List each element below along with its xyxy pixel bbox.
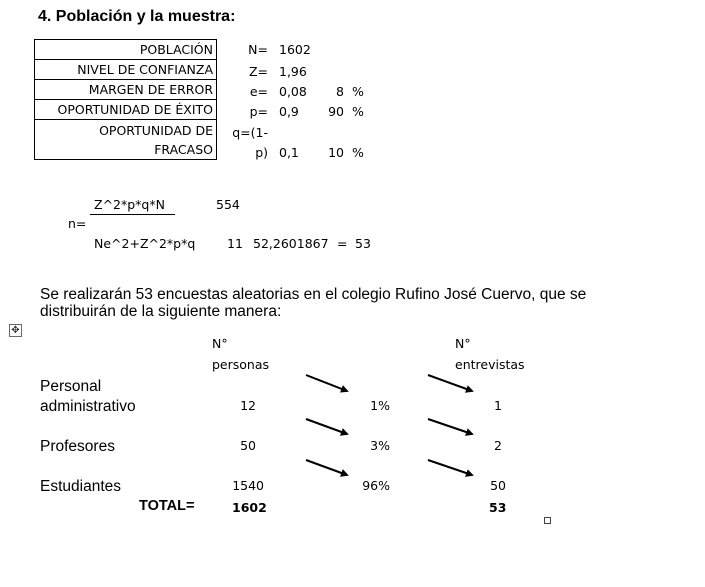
row-label-profesores: Profesores: [40, 438, 115, 455]
param-value-p: 0,9: [279, 104, 299, 119]
param-label-error: MARGEN DE ERROR: [35, 80, 217, 100]
param-symbol-e: e=: [249, 84, 268, 99]
row-label-estudiantes: Estudiantes: [40, 478, 121, 495]
arrow-right-icon: [306, 419, 347, 434]
param-value-z: 1,96: [279, 64, 307, 79]
formula-equals: =: [337, 236, 348, 251]
cell-percent-profesores: 3%: [370, 438, 390, 453]
arrow-right-icon: [428, 460, 472, 475]
param-label-confianza: NIVEL DE CONFIANZA: [35, 60, 217, 80]
param-pct-e: %: [352, 84, 364, 99]
formula-quotient: 52,2601867: [253, 236, 329, 251]
table-resize-handle[interactable]: [544, 517, 551, 524]
cell-percent-estudiantes: 96%: [362, 478, 390, 493]
param-label-fracaso: OPORTUNIDAD DE FRACASO: [35, 120, 217, 160]
param-extra-e: 8: [336, 84, 344, 99]
arrow-right-icon: [428, 375, 472, 391]
param-extra-p: 90: [328, 104, 344, 119]
param-value-n: 1602: [279, 42, 311, 57]
formula-result: 53: [355, 236, 371, 251]
arrow-right-icon: [428, 419, 472, 434]
param-symbol-p: p=: [249, 104, 268, 119]
arrow-right-icon: [306, 375, 347, 391]
param-label-exito: OPORTUNIDAD DE ÉXITO: [35, 100, 217, 120]
param-symbol-z: Z=: [248, 64, 268, 79]
total-personas: 1602: [232, 500, 267, 515]
cell-percent-administrativo: 1%: [370, 398, 390, 413]
formula-denominator: Ne^2+Z^2*p*q: [94, 236, 196, 251]
row-label-personal: Personal: [40, 378, 102, 395]
arrow-right-icon: [306, 460, 347, 475]
param-pct-q: %: [352, 145, 364, 160]
header-entrevistas: entrevistas: [455, 357, 525, 372]
formula-n-label: n=: [68, 216, 87, 231]
header-personas: personas: [212, 357, 270, 372]
cell-personas-profesores: 50: [240, 438, 256, 453]
cell-entrevistas-estudiantes: 50: [490, 478, 506, 493]
param-symbol-n: N=: [248, 42, 268, 57]
distribution-paragraph: Se realizarán 53 encuestas aleatorias en el colegio Rufino José Cuervo, que se distribuirán de la siguiente manera:: [40, 286, 587, 320]
section-heading: 4. Población y la muestra:: [38, 8, 236, 25]
formula-denominator-value: 11: [227, 236, 243, 251]
table-move-handle-icon[interactable]: ✥: [9, 324, 22, 337]
formula-numerator-value: 554: [216, 197, 240, 212]
param-label-poblacion: POBLACIÓN: [35, 40, 217, 60]
total-entrevistas: 53: [489, 500, 507, 515]
param-symbol-q-line2: p): [255, 145, 268, 160]
param-pct-p: %: [352, 104, 364, 119]
cell-entrevistas-administrativo: 1: [494, 398, 502, 413]
param-value-q: 0,1: [279, 145, 299, 160]
cell-entrevistas-profesores: 2: [494, 438, 502, 453]
formula-numerator: Z^2*p*q*N: [94, 197, 165, 212]
param-extra-q: 10: [328, 145, 344, 160]
header-entrevistas-n: N°: [455, 336, 471, 351]
param-value-e: 0,08: [279, 84, 307, 99]
cell-personas-estudiantes: 1540: [232, 478, 264, 493]
total-label: TOTAL=: [139, 498, 195, 514]
cell-personas-administrativo: 12: [240, 398, 256, 413]
row-label-administrativo: administrativo: [40, 398, 136, 415]
header-personas-n: N°: [212, 336, 228, 351]
param-symbol-q-line1: q=(1-: [232, 125, 268, 140]
